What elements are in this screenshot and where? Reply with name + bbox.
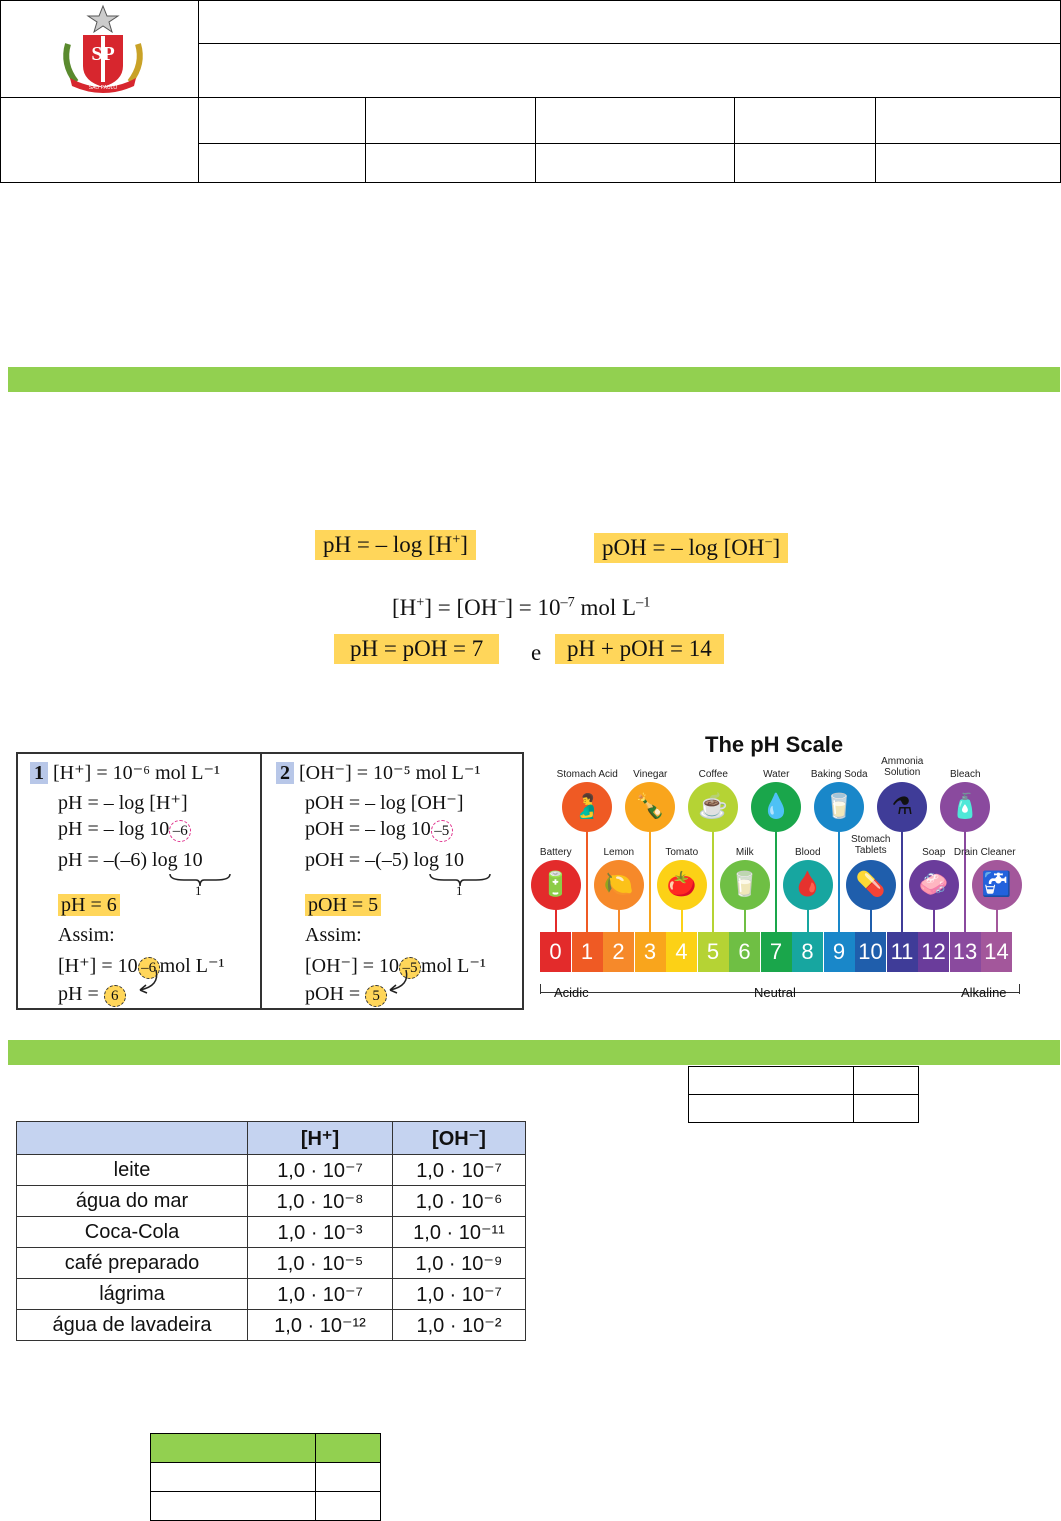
concentration-table (16, 1121, 526, 1341)
arrow (380, 968, 420, 998)
circled-exponent: –5 (431, 820, 453, 842)
table-row (17, 1310, 526, 1341)
ph-plus-poh-14: pH + pOH = 14 (555, 634, 724, 664)
ph-item-icon: 🩸 (783, 860, 833, 910)
header-table (0, 0, 1061, 183)
neutral-concentration: $[H^+] = [OH^-] = 10^{-7}$ mol $L^{-1}$ (392, 594, 651, 620)
blank-table-right (688, 1066, 919, 1123)
example-2-assim: Assim: (305, 924, 362, 946)
table-header: [H⁺] (248, 1122, 393, 1155)
header-divider (734, 97, 735, 183)
ph-item-icon: 🍾 (625, 782, 675, 832)
ph-axis-tick (1019, 984, 1020, 994)
table-cell: Coca-Cola (17, 1217, 248, 1248)
ph-item-icon: 🧴 (940, 782, 990, 832)
table-row (17, 1217, 526, 1248)
example-1-result: pH = 6 (58, 894, 120, 917)
ph-connector (586, 830, 588, 932)
circled-exponent: –5 (399, 957, 421, 979)
header-divider (875, 97, 876, 183)
logo-text: SÃO PAULO (88, 85, 118, 91)
ph-value-box: 14 (981, 932, 1012, 972)
ph-value-box: 11 (887, 932, 918, 972)
table-cell: 1,0 · 10⁻⁷ (393, 1279, 526, 1310)
ph-connector (712, 830, 714, 932)
example-1-line-2: pH = – log [H⁺] (58, 792, 188, 814)
ph-item-label: Drain Cleaner (953, 847, 1016, 858)
ph-value-box: 12 (918, 932, 949, 972)
logo-letters: SP (91, 43, 115, 65)
ph-connector (964, 830, 966, 932)
table-cell: 1,0 · 10⁻⁷ (248, 1155, 393, 1186)
example-2-line-1: 2 [OH⁻] = 10⁻⁵ mol L⁻¹ (276, 760, 480, 785)
table-cell: 1,0 · 10⁻⁸ (248, 1186, 393, 1217)
table-cell: 1,0 · 10⁻⁶ (393, 1186, 526, 1217)
ph-scale-title: The pH Scale (705, 732, 844, 757)
table-row (17, 1186, 526, 1217)
ph-item-icon: 💧 (751, 782, 801, 832)
ph-value-box: 1 (572, 932, 603, 972)
blank-table-bottom (150, 1433, 381, 1521)
ph-connector (649, 830, 651, 932)
ph-value-box: 4 (666, 932, 697, 972)
ph-item-icon: 🧼 (909, 860, 959, 910)
ph-item-icon: 🍋 (594, 860, 644, 910)
header-divider (198, 143, 1060, 144)
table-cell: 1,0 · 10⁻⁷ (393, 1155, 526, 1186)
ph-connector (838, 830, 840, 932)
section-band (8, 1040, 1060, 1065)
ph-value-box: 8 (792, 932, 823, 972)
ph-item-label: Blood (794, 847, 821, 858)
table-cell: 1,0 · 10⁻⁵ (248, 1248, 393, 1279)
ph-item-label: Vinegar (633, 769, 668, 780)
table-cell: 1,0 · 10⁻⁷ (248, 1279, 393, 1310)
example-2-line-4: pOH = –(–5) log 10 (305, 849, 465, 871)
ph-value-box: 9 (824, 932, 855, 972)
ph-item-icon: ☕ (688, 782, 738, 832)
ph-value-box: 0 (540, 932, 571, 972)
ph-value-box: 7 (761, 932, 792, 972)
ph-item-icon: 🥛 (814, 782, 864, 832)
ph-item-label: Stomach Acid (556, 769, 618, 780)
example-1-assim: Assim: (58, 924, 115, 946)
table-row (17, 1155, 526, 1186)
ph-item-icon: 💊 (846, 860, 896, 910)
example-2-line-3: pOH = – log 10 –5 (305, 818, 453, 842)
ph-item-icon: 🔋 (531, 860, 581, 910)
example-divider (260, 754, 262, 1008)
example-1-line-1: 1 [H⁺] = 10⁻⁶ mol L⁻¹ (30, 760, 220, 785)
example-2-line-2: pOH = – log [OH⁻] (305, 792, 464, 814)
circled-result: 5 (365, 985, 387, 1007)
table-cell: 1,0 · 10⁻¹² (248, 1310, 393, 1341)
table-cell: café preparado (17, 1248, 248, 1279)
alkaline-label: Alkaline (961, 985, 1007, 1000)
circled-result: 6 (104, 985, 126, 1007)
ph-axis-tick (540, 984, 541, 994)
header-divider (0, 97, 1061, 98)
table-cell: água de lavadeira (17, 1310, 248, 1341)
header-divider (365, 97, 366, 183)
ph-item-label: Baking Soda (810, 769, 868, 780)
ph-item-icon: 🚰 (972, 860, 1022, 910)
ph-value-box: 10 (855, 932, 886, 972)
example-1-line-3: pH = – log 10 –6 (58, 818, 191, 842)
underbrace-value: 1 (195, 883, 202, 898)
table-cell: 1,0 · 10⁻⁹ (393, 1248, 526, 1279)
example-2-result: pOH = 5 (305, 894, 381, 917)
table-row (17, 1279, 526, 1310)
ph-item-label: Water (763, 769, 790, 780)
table-cell: 1,0 · 10⁻¹¹ (393, 1217, 526, 1248)
example-1-line-4: pH = –(–6) log 10 (58, 849, 203, 871)
ph-value-box: 2 (603, 932, 634, 972)
table-header (17, 1122, 248, 1155)
example-2-line-8: pOH = 5 (305, 983, 387, 1007)
table-cell: água do mar (17, 1186, 248, 1217)
header-divider (198, 43, 1060, 44)
table-cell: 1,0 · 10⁻³ (248, 1217, 393, 1248)
ph-value-box: 13 (950, 932, 981, 972)
table-cell: leite (17, 1155, 248, 1186)
example-1-line-8: pH = 6 (58, 983, 126, 1007)
conjunction-e: e (531, 640, 542, 665)
header-divider (535, 97, 536, 183)
acidic-label: Acidic (554, 985, 589, 1000)
ph-item-label: Coffee (698, 769, 728, 780)
ph-item-icon: 🍅 (657, 860, 707, 910)
ph-definition: pH = – log [H+] (315, 530, 476, 560)
ph-value-box: 3 (635, 932, 666, 972)
ph-item-label: Milk (735, 847, 754, 858)
table-cell: lágrima (17, 1279, 248, 1310)
header-divider (198, 0, 199, 183)
ph-item-icon: 🥛 (720, 860, 770, 910)
ph-connector (901, 830, 903, 932)
ph-item-label: Soap (922, 847, 946, 858)
ph-item-icon: 🫃 (562, 782, 612, 832)
ph-item-label: Lemon (603, 847, 635, 858)
circled-exponent: –6 (138, 957, 160, 979)
neutral-label: Neutral (754, 985, 796, 1000)
ph-value-box: 6 (729, 932, 760, 972)
section-band (8, 367, 1060, 392)
ph-value-box: 5 (698, 932, 729, 972)
example-1-line-7: [H⁺] = 10 –6 mol L⁻¹ (58, 955, 225, 977)
arrow (130, 968, 170, 998)
ph-item-label: Stomach Tablets (851, 834, 891, 856)
ph-item-icon: ⚗ (877, 782, 927, 832)
ph-item-label: Battery (539, 847, 572, 858)
circled-exponent: –6 (169, 820, 191, 842)
table-header: [OH⁻] (393, 1122, 526, 1155)
table-row (17, 1248, 526, 1279)
ph-item-label: Tomato (665, 847, 699, 858)
ph-item-label: Bleach (949, 769, 981, 780)
ph-equals-poh-7: pH = pOH = 7 (334, 634, 499, 664)
table-cell: 1,0 · 10⁻² (393, 1310, 526, 1341)
poh-definition: pOH = – log [OH−] (594, 533, 788, 563)
underbrace-value: 1 (456, 883, 463, 898)
ph-connector (775, 830, 777, 932)
sp-coat-of-arms-logo (58, 4, 148, 94)
ph-item-label: Ammonia Solution (881, 756, 924, 778)
example-2-line-7: [OH⁻] = 10 –5 mol L⁻¹ (305, 955, 486, 977)
